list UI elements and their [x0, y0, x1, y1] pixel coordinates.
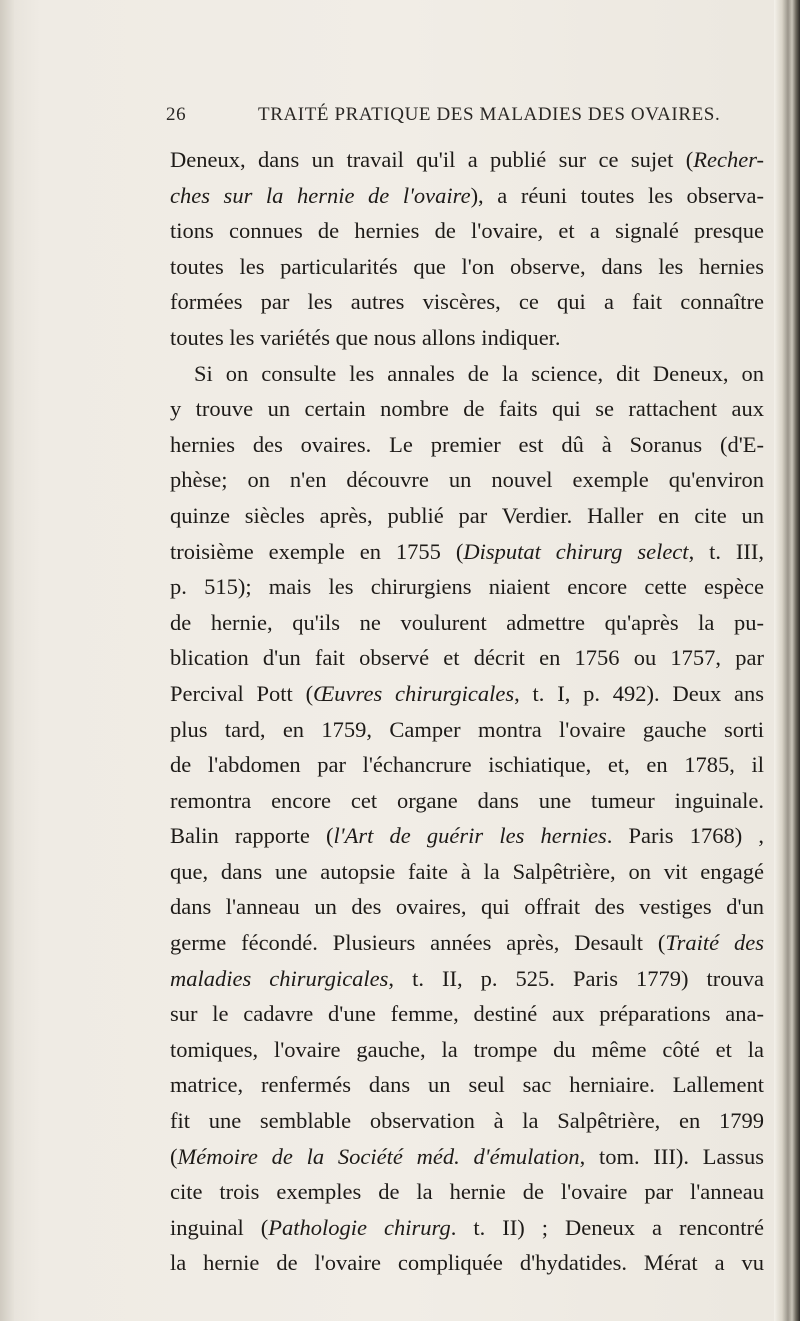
line-roman-text: Balin rapporte ( [170, 823, 334, 849]
line-roman-text: germe fécondé. Plusieurs années après, Desault ( [170, 930, 666, 956]
line-italic-citation: Traité des [665, 930, 764, 956]
text-line [170, 818, 764, 854]
text-line [170, 961, 764, 997]
line-roman-text: plus tard, en 1759, Camper montra l'ovaire gauche sorti [170, 716, 764, 742]
line-roman-tail: , t. II, p. 525. Paris 1779) trouva [388, 965, 764, 991]
text-line [170, 356, 764, 392]
text-line [170, 676, 764, 712]
text-line [170, 783, 764, 819]
line-roman-text: phèse; on n'en découvre un nouvel exemple qu'environ [170, 467, 764, 493]
running-title: TRAITÉ PRATIQUE DES MALADIES DES OVAIRES. [258, 104, 721, 125]
line-roman-tail: ), a réuni toutes les observa- [470, 182, 764, 208]
line-roman-tail: , t. III, [688, 538, 764, 564]
text-line [170, 1103, 764, 1139]
line-roman-text: toutes les variétés que nous allons indiquer. [170, 324, 561, 350]
text-line [170, 320, 764, 356]
text-line [170, 1032, 764, 1068]
text-line [170, 712, 764, 748]
text-line [170, 854, 764, 890]
line-italic-citation: Mémoire de la Société méd. d'émulation [177, 1143, 580, 1169]
text-line [170, 996, 764, 1032]
line-italic-citation: Disputat chirurg select [463, 538, 689, 564]
line-roman-text: p. 515); mais les chirurgiens niaient encore cette espèce [170, 574, 764, 600]
line-roman-text: que, dans une autopsie faite à la Salpêtrière, on vit engagé [170, 858, 764, 884]
line-roman-text: matrice, renfermés dans un seul sac herniaire. Lallement [170, 1072, 764, 1098]
line-roman-text: tions connues de hernies de l'ovaire, et a signalé presque [170, 218, 764, 244]
line-roman-text: formées par les autres viscères, ce qui a fait connaître [170, 289, 764, 315]
text-line [170, 1245, 764, 1281]
line-roman-text: la hernie de l'ovaire compliquée d'hydatides. Mérat a vu [170, 1250, 764, 1276]
line-roman-tail: . t. II) ; Deneux a rencontré [450, 1214, 764, 1240]
line-roman-text: tomiques, l'ovaire gauche, la trompe du même côté et la [170, 1036, 764, 1062]
line-roman-text: quinze siècles après, publié par Verdier. Haller en cite un [170, 502, 764, 528]
text-line [170, 427, 764, 463]
line-roman-text: hernies des ovaires. Le premier est dû à Soranus (d'E- [170, 431, 764, 457]
text-line [170, 747, 764, 783]
text-line [170, 1067, 764, 1103]
text-line [170, 249, 764, 285]
line-italic-citation: Pathologie chirurg [268, 1214, 451, 1240]
line-roman-text: remontra encore cet organe dans une tumeur inguinale. [170, 787, 764, 813]
text-line [170, 178, 764, 214]
text-line [170, 284, 764, 320]
line-roman-text: de hernie, qu'ils ne voulurent admettre qu'après la pu- [170, 609, 764, 635]
text-line [170, 605, 764, 641]
line-italic-citation: Œuvres chirurgicales [313, 680, 515, 706]
text-line [170, 925, 764, 961]
text-line [170, 534, 764, 570]
text-line [170, 1210, 764, 1246]
line-italic-citation: maladies chirurgicales [170, 965, 389, 991]
line-roman-text: troisième exemple en 1755 ( [170, 538, 464, 564]
text-line [170, 1139, 764, 1175]
text-line [170, 213, 764, 249]
line-roman-tail: . Paris 1768) , [606, 823, 764, 849]
page-left-margin [0, 0, 14, 1321]
text-line [170, 142, 764, 178]
body-text [170, 142, 764, 1281]
line-roman-text: cite trois exemples de la hernie de l'ovaire par l'anneau [170, 1179, 764, 1205]
line-roman-tail: , t. I, p. 492). Deux ans [514, 680, 764, 706]
line-roman-text: Si on consulte les annales de la science, dit Deneux, on [194, 360, 764, 386]
line-roman-text: inguinal ( [170, 1214, 269, 1240]
line-italic-citation: Recher- [693, 147, 764, 172]
text-line [170, 640, 764, 676]
text-line [170, 391, 764, 427]
line-roman-text: toutes les particularités que l'on observe, dans les hernies [170, 253, 764, 279]
line-roman-text: blication d'un fait observé et décrit en 1756 ou 1757, par [170, 645, 764, 671]
line-roman-text: sur le cadavre d'une femme, destiné aux préparations ana- [170, 1001, 764, 1027]
text-line [170, 498, 764, 534]
page-number: 26 [166, 104, 187, 125]
line-roman-text: y trouve un certain nombre de faits qui se rattachent aux [170, 396, 764, 422]
text-line [170, 462, 764, 498]
text-line [170, 889, 764, 925]
line-roman-text: dans l'anneau un des ovaires, qui offrait des vestiges d'un [170, 894, 764, 920]
line-italic-citation: ches sur la hernie de l'ovaire [170, 182, 471, 208]
line-italic-citation: l'Art de guérir les hernies [333, 823, 607, 849]
line-roman-text: Deneux, dans un travail qu'il a publié sur ce sujet ( [170, 147, 694, 172]
line-roman-text: Percival Pott ( [170, 680, 314, 706]
text-line [170, 1174, 764, 1210]
line-roman-text: ( [170, 1143, 178, 1169]
text-line [170, 569, 764, 605]
line-roman-text: fit une semblable observation à la Salpêtrière, en 1799 [170, 1108, 764, 1134]
line-roman-tail: , tom. III). Lassus [579, 1143, 764, 1169]
book-spine-edge [774, 0, 800, 1321]
line-roman-text: de l'abdomen par l'échancrure ischiatique, et, en 1785, il [170, 752, 764, 778]
